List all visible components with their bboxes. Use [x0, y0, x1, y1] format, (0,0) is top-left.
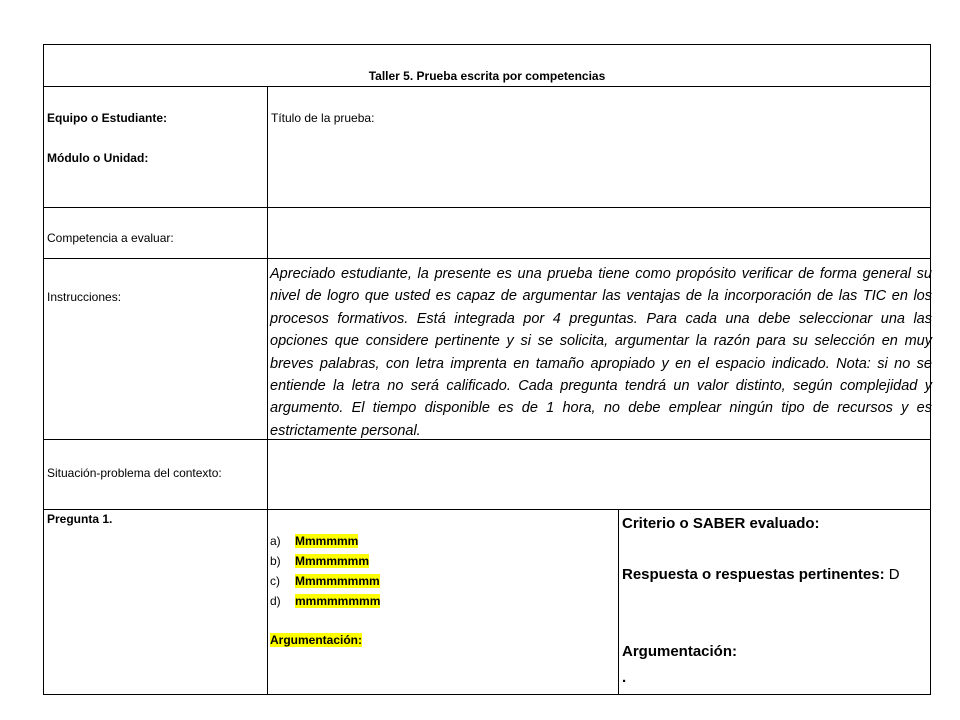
- titulo-label: Título de la prueba:: [271, 111, 375, 125]
- respuesta-label: Respuesta o respuestas pertinentes:: [622, 566, 885, 583]
- test-document-table: [43, 44, 931, 695]
- option-text: Mmmmmmmm: [295, 574, 380, 588]
- option-text: Mmmmmmm: [295, 554, 370, 568]
- competencia-label: Competencia a evaluar:: [47, 231, 174, 245]
- argumentacion-label: [270, 633, 362, 647]
- option-d[interactable]: [270, 591, 380, 611]
- respuesta-value: D: [888, 566, 900, 583]
- option-c[interactable]: [270, 571, 380, 591]
- option-text: mmmmmmmm: [295, 594, 381, 608]
- pregunta-label: Pregunta 1.: [47, 512, 113, 526]
- modulo-label: Módulo o Unidad:: [47, 151, 149, 165]
- instrucciones-label: Instrucciones:: [47, 290, 122, 304]
- document-title: Taller 5. Prueba escrita por competencias: [368, 69, 606, 83]
- equipo-label: Equipo o Estudiante:: [47, 111, 167, 125]
- situacion-label: Situación-problema del contexto:: [47, 466, 222, 480]
- option-b[interactable]: [270, 551, 380, 571]
- option-letter: a): [270, 534, 281, 548]
- column-divider: [618, 509, 619, 695]
- column-divider: [267, 86, 268, 695]
- option-a[interactable]: [270, 531, 380, 551]
- instrucciones-text: Apreciado estudiante, la presente es una prueba tiene como propósito verificar de forma general su nivel de logro que usted es capaz de argumentar las ventajas de la incorporación de las TIC en los procesos formativos. Está integrada por 4 preguntas. Para cada una debe seleccionar una las opciones que considere pertinente y si se solicita, argumentar la razón para su selección en muy breves palabras, con letra imprenta en tamaño apropiado y en el espacio indicado. Nota: si no se entiende la letra no será calificado. Cada pregunta tendrá un valor distinto, según complejidad y argumento. El tiempo disponible es de 1 hora, no debe emplear ningún tipo de recursos y es estrictamente personal.: [270, 266, 932, 439]
- option-letter: d): [270, 594, 281, 608]
- row-divider: [44, 509, 930, 510]
- answer-options: [270, 531, 380, 611]
- criterio-label: Criterio o SABER evaluado:: [622, 515, 820, 532]
- option-text: Mmmmmm: [295, 534, 359, 548]
- option-letter: c): [270, 574, 280, 588]
- argumentacion-dot: .: [622, 669, 627, 686]
- row-divider: [44, 258, 930, 259]
- argumentacion-right-label: Argumentación:: [622, 643, 738, 660]
- argumentacion-text: Argumentación:: [270, 633, 363, 647]
- row-divider: [44, 207, 930, 208]
- respuesta-row: [622, 566, 900, 583]
- row-divider: [44, 86, 930, 87]
- option-letter: b): [270, 554, 281, 568]
